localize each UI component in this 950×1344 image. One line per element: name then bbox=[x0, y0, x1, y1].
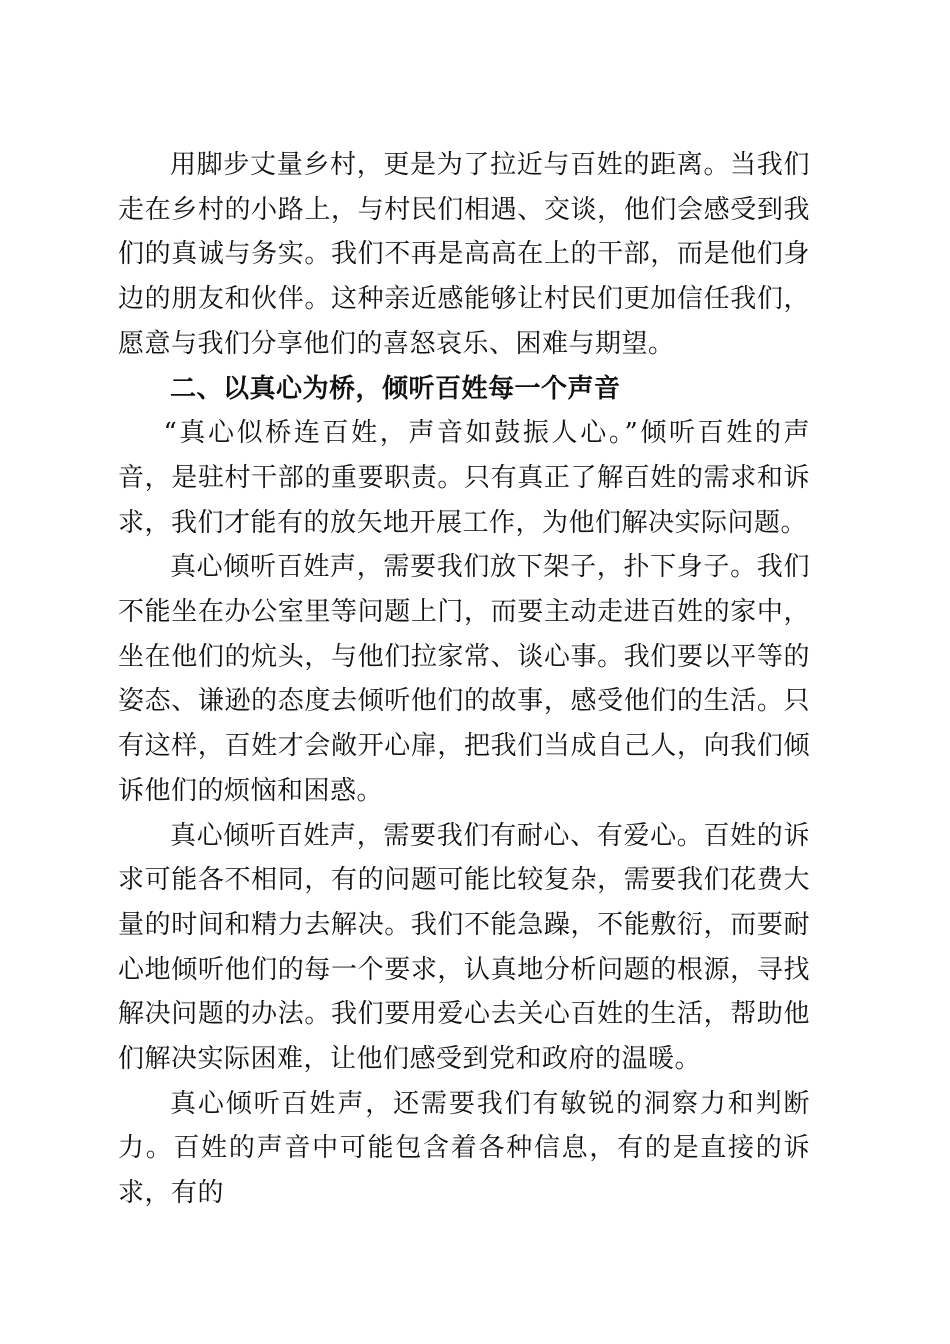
paragraph-5: 真心倾听百姓声，还需要我们有敏锐的洞察力和判断力。百姓的声音中可能包含着各种信息，有的是直接的诉求，有的 bbox=[118, 1088, 810, 1209]
paragraph-1: 用脚步丈量乡村，更是为了拉近与百姓的距离。当我们走在乡村的小路上，与村民们相遇、交谈，他们会感受到我们的真诚与务实。我们不再是高高在上的干部，而是他们身边的朋友和伙伴。这种亲近感能够让村民们更加信任我们，愿意与我们分享他们的喜怒哀乐、困难与期望。 bbox=[118, 150, 810, 359]
paragraph-3: 真心倾听百姓声，需要我们放下架子，扑下身子。我们不能坐在办公室里等问题上门，而要主动走进百姓的家中，坐在他们的炕头，与他们拉家常、谈心事。我们要以平等的姿态、谦逊的态度去倾听他们的故事，感受他们的生活。只有这样，百姓才会敞开心扉，把我们当成自己人，向我们倾诉他们的烦恼和困惑。 bbox=[118, 552, 810, 806]
paragraph-2: “真心似桥连百姓，声音如鼓振人心。”倾听百姓的声音，是驻村干部的重要职责。只有真正了解百姓的需求和诉求，我们才能有的放矢地开展工作，为他们解决实际问题。 bbox=[118, 418, 810, 538]
document-body bbox=[118, 143, 810, 1216]
section-heading-2: 二、以真心为桥，倾听百姓每一个声音 bbox=[170, 373, 621, 404]
paragraph-4: 真心倾听百姓声，需要我们有耐心、有爱心。百姓的诉求可能各不相同，有的问题可能比较复杂，需要我们花费大量的时间和精力去解决。我们不能急躁，不能敷衍，而要耐心地倾听他们的每一个要求，认真地分析问题的根源，寻找解决问题的办法。我们要用爱心去关心百姓的生活，帮助他们解决实际困难，让他们感受到党和政府的温暖。 bbox=[118, 820, 810, 1075]
